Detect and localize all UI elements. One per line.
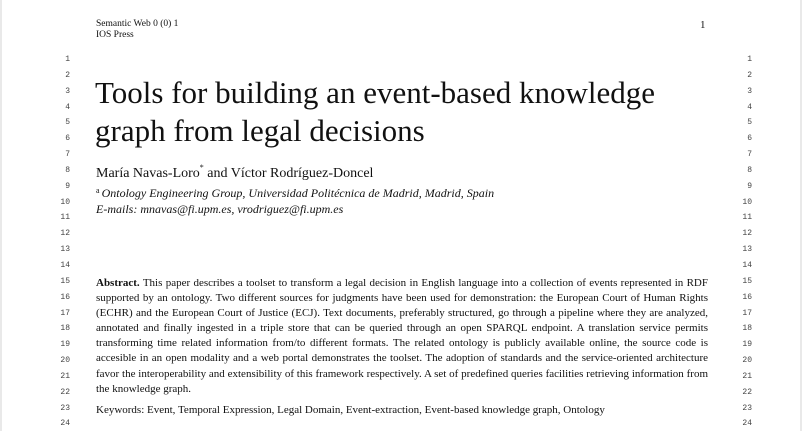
- abstract-label: Abstract.: [96, 277, 140, 289]
- line-number: 3: [747, 86, 752, 96]
- line-number: 22: [60, 387, 70, 397]
- line-number: 12: [60, 229, 70, 239]
- affiliation-text: Ontology Engineering Group, Universidad Politécnica de Madrid, Madrid, Spain: [101, 186, 495, 200]
- line-number: 18: [742, 324, 752, 334]
- line-number: 13: [742, 245, 752, 255]
- abstract-text: This paper describes a toolset to transform a legal decision in English language into a collection of events represented in RDF supported by an ontology. Two different sources for judgments have been used for demonstration: the European Court of Human Rights (ECHR) and the European Court of Justice (ECJ). Text documents, preferably structured, go through a pipeline where they are analyzed, annotated and finally ingested in a triple store that can be queried through an open SPARQL endpoint. A translation service permits transforming time related information from/to different formats. The related ontology is publicly available online, the source code is accesible in an open modality and a web portal demonstrates the toolset. The adoption of standards and the service-oriented architecture favor the interoperability and extensibility of this framework respectively. A set of predefined queries facilities retrieving information from the knowledge graph.: [96, 277, 708, 395]
- line-number: 20: [60, 356, 70, 366]
- line-numbers-left: [50, 52, 70, 432]
- line-number: 1: [65, 55, 70, 64]
- journal-name: Semantic Web 0 (0) 1: [96, 19, 179, 29]
- affiliation-mark: a: [96, 186, 100, 195]
- line-number: 10: [742, 197, 752, 207]
- line-number: 12: [742, 229, 752, 239]
- affiliation-block: [96, 183, 494, 217]
- line-number: 5: [747, 118, 752, 128]
- line-number: 17: [742, 308, 752, 318]
- line-number: 5: [65, 118, 70, 128]
- line-number: 4: [65, 102, 70, 112]
- line-number: 21: [742, 371, 752, 381]
- line-number: 20: [742, 356, 752, 366]
- line-number: 19: [742, 340, 752, 350]
- line-number: 6: [747, 134, 752, 144]
- line-number: 8: [65, 165, 70, 175]
- line-number: 7: [747, 150, 752, 160]
- author-emails: E-mails: mnavas@fi.upm.es, vrodriguez@fi.upm.es: [96, 202, 344, 216]
- paper-title: [95, 74, 735, 150]
- line-number: 21: [60, 371, 70, 381]
- line-number: 15: [60, 276, 70, 286]
- page-number: 1: [700, 19, 706, 31]
- line-number: 16: [742, 292, 752, 302]
- line-number: 15: [742, 276, 752, 286]
- line-number: 4: [747, 102, 752, 112]
- line-number: 16: [60, 292, 70, 302]
- line-number: 14: [60, 260, 70, 270]
- corresponding-author-mark: *: [199, 163, 204, 172]
- line-number: 24: [60, 419, 70, 429]
- keywords: Keywords: Event, Temporal Expression, Legal Domain, Event-extraction, Event-based knowledge graph, Ontology: [96, 404, 605, 416]
- author-name: María Navas-Loro: [96, 166, 200, 181]
- abstract: [96, 276, 708, 397]
- line-number: 19: [60, 340, 70, 350]
- line-number: 2: [747, 70, 752, 80]
- line-numbers-right: [732, 52, 752, 432]
- author-name: Víctor Rodríguez-Doncel: [230, 166, 374, 181]
- line-number: 8: [747, 165, 752, 175]
- line-number: 2: [65, 70, 70, 80]
- line-number: 3: [65, 86, 70, 96]
- line-number: 23: [742, 403, 752, 413]
- line-number: 1: [747, 55, 752, 64]
- line-number: 9: [65, 181, 70, 191]
- line-number: 9: [747, 181, 752, 191]
- author-list: [96, 163, 373, 182]
- line-number: 24: [742, 419, 752, 429]
- line-number: 17: [60, 308, 70, 318]
- line-number: 7: [65, 150, 70, 160]
- line-number: 6: [65, 134, 70, 144]
- line-number: 18: [60, 324, 70, 334]
- page-edge-left: [0, 0, 2, 431]
- title-line-2: graph from legal decisions: [95, 113, 425, 148]
- line-number: 10: [60, 197, 70, 207]
- author-conjunction: and: [207, 166, 228, 181]
- publisher-name: IOS Press: [96, 30, 134, 40]
- line-number: 14: [742, 260, 752, 270]
- title-line-1: Tools for building an event-based knowledge: [95, 75, 655, 110]
- line-number: 23: [60, 403, 70, 413]
- journal-header: [96, 19, 178, 41]
- line-number: 13: [60, 245, 70, 255]
- line-number: 11: [742, 213, 752, 223]
- line-number: 22: [742, 387, 752, 397]
- line-number: 11: [60, 213, 70, 223]
